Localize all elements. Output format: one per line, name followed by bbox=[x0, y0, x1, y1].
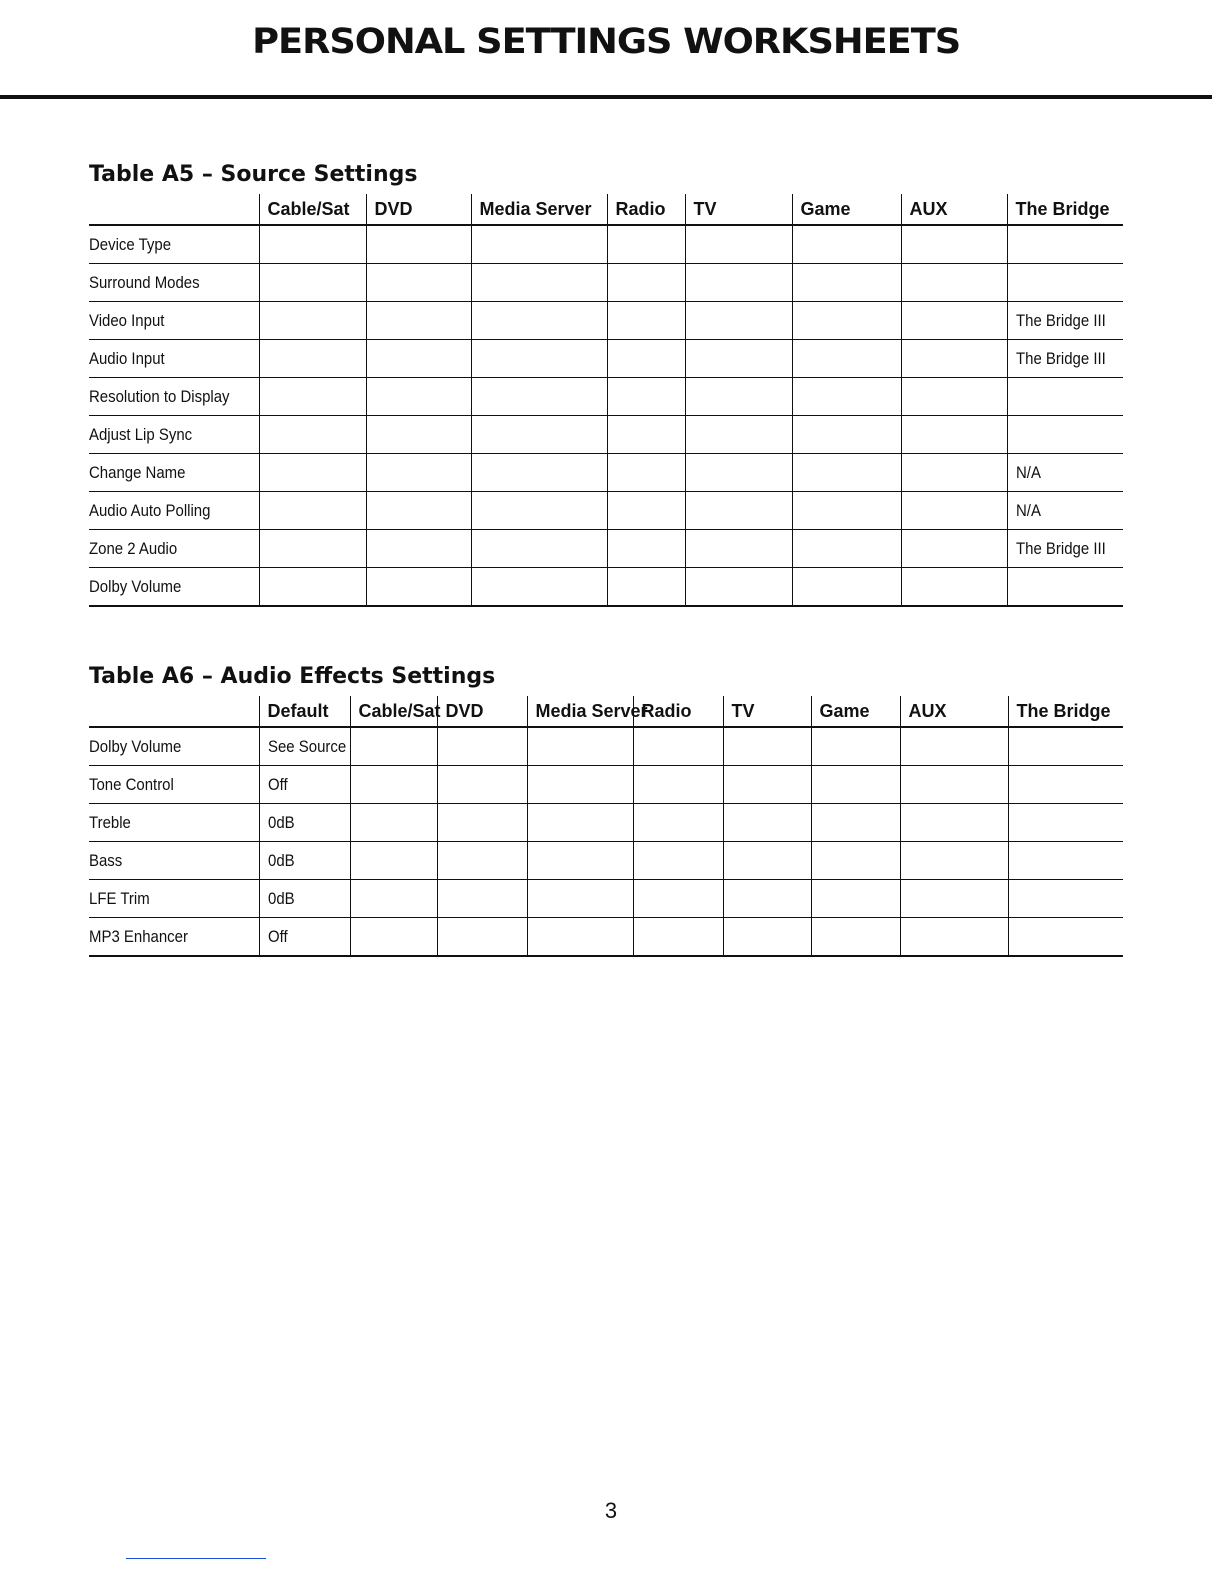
cell-value: N/A bbox=[1015, 500, 1041, 520]
table-cell bbox=[1008, 727, 1123, 766]
table-cell bbox=[1007, 340, 1123, 378]
row-label-text: Audio Auto Polling bbox=[89, 500, 211, 520]
table-cell bbox=[437, 918, 527, 957]
row-label bbox=[89, 340, 259, 378]
cell-value: See Source bbox=[267, 736, 346, 756]
table-cell bbox=[259, 264, 366, 302]
table-cell bbox=[685, 416, 792, 454]
table-a6-column-header: Radio bbox=[633, 696, 723, 727]
table-cell bbox=[811, 880, 900, 918]
table-cell bbox=[633, 766, 723, 804]
table-cell bbox=[1007, 530, 1123, 568]
table-a5-column-header: AUX bbox=[901, 194, 1007, 225]
table-cell bbox=[900, 804, 1008, 842]
table-cell bbox=[527, 918, 633, 957]
table-cell bbox=[901, 492, 1007, 530]
row-label-text: Bass bbox=[89, 850, 123, 870]
table-a6-column-header: Cable/Sat bbox=[350, 696, 437, 727]
row-label bbox=[89, 416, 259, 454]
table-a5-column-header: DVD bbox=[366, 194, 471, 225]
row-label-text: Zone 2 Audio bbox=[89, 538, 178, 558]
row-label-text: LFE Trim bbox=[89, 888, 150, 908]
table-a5-section bbox=[89, 160, 1123, 607]
row-label-text: Surround Modes bbox=[89, 272, 200, 292]
table-cell bbox=[1008, 766, 1123, 804]
footer-link-line bbox=[126, 1558, 266, 1559]
row-label bbox=[89, 492, 259, 530]
table-cell bbox=[471, 492, 607, 530]
row-label bbox=[89, 530, 259, 568]
table-a5-column-header: Media Server bbox=[471, 194, 607, 225]
table-cell bbox=[607, 378, 685, 416]
table-cell bbox=[259, 842, 350, 880]
table-cell bbox=[723, 727, 811, 766]
table-cell bbox=[607, 492, 685, 530]
table-cell bbox=[259, 727, 350, 766]
cell-value: 0dB bbox=[267, 812, 295, 832]
table-a6-column-header: Game bbox=[811, 696, 900, 727]
table-a6-column-header: TV bbox=[723, 696, 811, 727]
table-cell bbox=[792, 302, 901, 340]
table-cell bbox=[437, 804, 527, 842]
table-a6-column-header: Default bbox=[259, 696, 350, 727]
table-row bbox=[89, 880, 1123, 918]
table-cell bbox=[471, 378, 607, 416]
table-cell bbox=[437, 842, 527, 880]
table-cell bbox=[607, 225, 685, 264]
row-label bbox=[89, 766, 259, 804]
row-label bbox=[89, 264, 259, 302]
table-row bbox=[89, 378, 1123, 416]
table-cell bbox=[792, 264, 901, 302]
table-cell bbox=[901, 454, 1007, 492]
cell-value: 0dB bbox=[267, 888, 295, 908]
table-cell bbox=[259, 492, 366, 530]
table-cell bbox=[723, 804, 811, 842]
table-cell bbox=[366, 302, 471, 340]
row-label-text: Treble bbox=[89, 812, 131, 832]
table-cell bbox=[901, 416, 1007, 454]
table-cell bbox=[607, 416, 685, 454]
table-cell bbox=[633, 880, 723, 918]
table-row bbox=[89, 416, 1123, 454]
table-a6-column-header: AUX bbox=[900, 696, 1008, 727]
table-a6-column-header: DVD bbox=[437, 696, 527, 727]
table-cell bbox=[685, 264, 792, 302]
table-cell bbox=[259, 568, 366, 607]
cell-value: The Bridge III bbox=[1015, 538, 1106, 558]
table-cell bbox=[901, 302, 1007, 340]
table-cell bbox=[685, 568, 792, 607]
table-a6-column-header: Media Server bbox=[527, 696, 633, 727]
table-cell bbox=[1007, 454, 1123, 492]
table-cell bbox=[792, 568, 901, 607]
table-cell bbox=[366, 454, 471, 492]
table-cell bbox=[901, 340, 1007, 378]
table-cell bbox=[900, 842, 1008, 880]
table-cell bbox=[366, 530, 471, 568]
page-header bbox=[0, 22, 1212, 62]
table-cell bbox=[607, 340, 685, 378]
table-row bbox=[89, 568, 1123, 607]
table-cell bbox=[607, 454, 685, 492]
table-cell bbox=[366, 568, 471, 607]
table-cell bbox=[471, 416, 607, 454]
table-row bbox=[89, 302, 1123, 340]
table-cell bbox=[1007, 302, 1123, 340]
table-cell bbox=[1007, 378, 1123, 416]
table-cell bbox=[633, 842, 723, 880]
table-cell bbox=[607, 568, 685, 607]
table-cell bbox=[471, 264, 607, 302]
table-cell bbox=[259, 530, 366, 568]
table-row bbox=[89, 492, 1123, 530]
row-label bbox=[89, 918, 259, 957]
table-row bbox=[89, 225, 1123, 264]
row-label-text: Video Input bbox=[89, 310, 165, 330]
table-cell bbox=[437, 727, 527, 766]
cell-value: 0dB bbox=[267, 850, 295, 870]
table-cell bbox=[811, 842, 900, 880]
table-cell bbox=[350, 804, 437, 842]
table-cell bbox=[366, 340, 471, 378]
cell-value: The Bridge III bbox=[1015, 310, 1106, 330]
table-cell bbox=[633, 804, 723, 842]
table-a5-body bbox=[89, 225, 1123, 606]
table-cell bbox=[811, 766, 900, 804]
table-cell bbox=[471, 302, 607, 340]
table-cell bbox=[1008, 880, 1123, 918]
table-cell bbox=[792, 340, 901, 378]
table-cell bbox=[811, 804, 900, 842]
table-cell bbox=[259, 225, 366, 264]
table-cell bbox=[901, 264, 1007, 302]
table-cell bbox=[366, 264, 471, 302]
table-cell bbox=[1008, 918, 1123, 957]
table-cell bbox=[792, 530, 901, 568]
table-cell bbox=[527, 727, 633, 766]
table-cell bbox=[1008, 804, 1123, 842]
table-cell bbox=[685, 302, 792, 340]
table-row bbox=[89, 727, 1123, 766]
row-label bbox=[89, 880, 259, 918]
table-cell bbox=[527, 804, 633, 842]
table-cell bbox=[471, 340, 607, 378]
table-a6-column-header: The Bridge bbox=[1008, 696, 1123, 727]
table-cell bbox=[437, 880, 527, 918]
table-cell bbox=[901, 568, 1007, 607]
table-a5-title: Table A5 – Source Settings bbox=[89, 162, 418, 187]
table-cell bbox=[792, 492, 901, 530]
table-cell bbox=[527, 880, 633, 918]
row-label bbox=[89, 454, 259, 492]
row-label-text: Adjust Lip Sync bbox=[89, 424, 193, 444]
table-cell bbox=[607, 530, 685, 568]
table-cell bbox=[901, 225, 1007, 264]
table-cell bbox=[901, 378, 1007, 416]
table-cell bbox=[1007, 568, 1123, 607]
table-cell bbox=[685, 340, 792, 378]
table-cell bbox=[685, 492, 792, 530]
row-label bbox=[89, 302, 259, 340]
table-cell bbox=[900, 918, 1008, 957]
row-label bbox=[89, 842, 259, 880]
table-a5-column-header: TV bbox=[685, 194, 792, 225]
row-label-text: Dolby Volume bbox=[89, 736, 182, 756]
page-number: 3 bbox=[604, 1498, 618, 1523]
table-cell bbox=[792, 378, 901, 416]
table-a6-title: Table A6 – Audio Effects Settings bbox=[89, 664, 496, 689]
table-row bbox=[89, 918, 1123, 957]
row-label-text: Change Name bbox=[89, 462, 186, 482]
table-cell bbox=[1008, 842, 1123, 880]
table-cell bbox=[900, 727, 1008, 766]
table-row bbox=[89, 842, 1123, 880]
table-cell bbox=[259, 766, 350, 804]
cell-value: N/A bbox=[1015, 462, 1041, 482]
table-cell bbox=[350, 766, 437, 804]
row-label-text: Resolution to Display bbox=[89, 386, 230, 406]
page-title: PERSONAL SETTINGS WORKSHEETS bbox=[252, 22, 960, 62]
table-cell bbox=[685, 530, 792, 568]
table-cell bbox=[811, 727, 900, 766]
row-label bbox=[89, 804, 259, 842]
table-cell bbox=[350, 842, 437, 880]
table-cell bbox=[259, 302, 366, 340]
table-cell bbox=[811, 918, 900, 957]
table-cell bbox=[471, 225, 607, 264]
row-label bbox=[89, 568, 259, 607]
table-cell bbox=[259, 880, 350, 918]
table-cell bbox=[350, 918, 437, 957]
table-cell bbox=[792, 416, 901, 454]
table-cell bbox=[1007, 492, 1123, 530]
table-cell bbox=[259, 416, 366, 454]
table-cell bbox=[366, 378, 471, 416]
table-cell bbox=[259, 454, 366, 492]
table-cell bbox=[685, 378, 792, 416]
table-cell bbox=[723, 918, 811, 957]
table-row bbox=[89, 766, 1123, 804]
table-a5-header-blank bbox=[89, 194, 259, 225]
table-cell bbox=[350, 880, 437, 918]
table-cell bbox=[259, 340, 366, 378]
table-cell bbox=[685, 454, 792, 492]
row-label bbox=[89, 727, 259, 766]
row-label-text: Audio Input bbox=[89, 348, 165, 368]
cell-value: The Bridge III bbox=[1015, 348, 1106, 368]
table-cell bbox=[527, 842, 633, 880]
table-a6-body bbox=[89, 727, 1123, 956]
table-cell bbox=[607, 264, 685, 302]
table-cell bbox=[471, 568, 607, 607]
table-cell bbox=[366, 225, 471, 264]
table-cell bbox=[471, 454, 607, 492]
table-a6-header-blank bbox=[89, 696, 259, 727]
table-cell bbox=[366, 416, 471, 454]
table-row bbox=[89, 530, 1123, 568]
table-cell bbox=[1007, 225, 1123, 264]
table-cell bbox=[900, 766, 1008, 804]
table-cell bbox=[1007, 264, 1123, 302]
table-a5-column-header: The Bridge bbox=[1007, 194, 1123, 225]
table-cell bbox=[1007, 416, 1123, 454]
row-label-text: Tone Control bbox=[89, 774, 174, 794]
row-label bbox=[89, 225, 259, 264]
table-cell bbox=[259, 918, 350, 957]
table-a5 bbox=[89, 194, 1123, 607]
table-cell bbox=[900, 880, 1008, 918]
table-cell bbox=[259, 804, 350, 842]
row-label-text: Dolby Volume bbox=[89, 576, 182, 596]
table-cell bbox=[723, 766, 811, 804]
table-cell bbox=[792, 454, 901, 492]
table-a5-column-header: Radio bbox=[607, 194, 685, 225]
table-cell bbox=[723, 880, 811, 918]
table-a5-header-row bbox=[89, 194, 1123, 225]
table-a5-column-header: Game bbox=[792, 194, 901, 225]
table-cell bbox=[723, 842, 811, 880]
table-cell bbox=[366, 492, 471, 530]
table-cell bbox=[259, 378, 366, 416]
row-label-text: Device Type bbox=[89, 234, 172, 254]
table-cell bbox=[350, 727, 437, 766]
table-row bbox=[89, 804, 1123, 842]
table-row bbox=[89, 264, 1123, 302]
table-a6-section bbox=[89, 662, 1123, 957]
table-cell bbox=[471, 530, 607, 568]
table-cell bbox=[527, 766, 633, 804]
header-rule bbox=[0, 95, 1212, 99]
table-cell bbox=[607, 302, 685, 340]
table-a6-header-row bbox=[89, 696, 1123, 727]
cell-value: Off bbox=[267, 926, 288, 946]
table-cell bbox=[792, 225, 901, 264]
table-a6 bbox=[89, 696, 1123, 957]
table-a5-column-header: Cable/Sat bbox=[259, 194, 366, 225]
row-label bbox=[89, 378, 259, 416]
table-cell bbox=[633, 727, 723, 766]
cell-value: Off bbox=[267, 774, 288, 794]
table-cell bbox=[633, 918, 723, 957]
row-label-text: MP3 Enhancer bbox=[89, 926, 188, 946]
table-cell bbox=[685, 225, 792, 264]
table-row bbox=[89, 340, 1123, 378]
table-cell bbox=[437, 766, 527, 804]
table-cell bbox=[901, 530, 1007, 568]
table-row bbox=[89, 454, 1123, 492]
